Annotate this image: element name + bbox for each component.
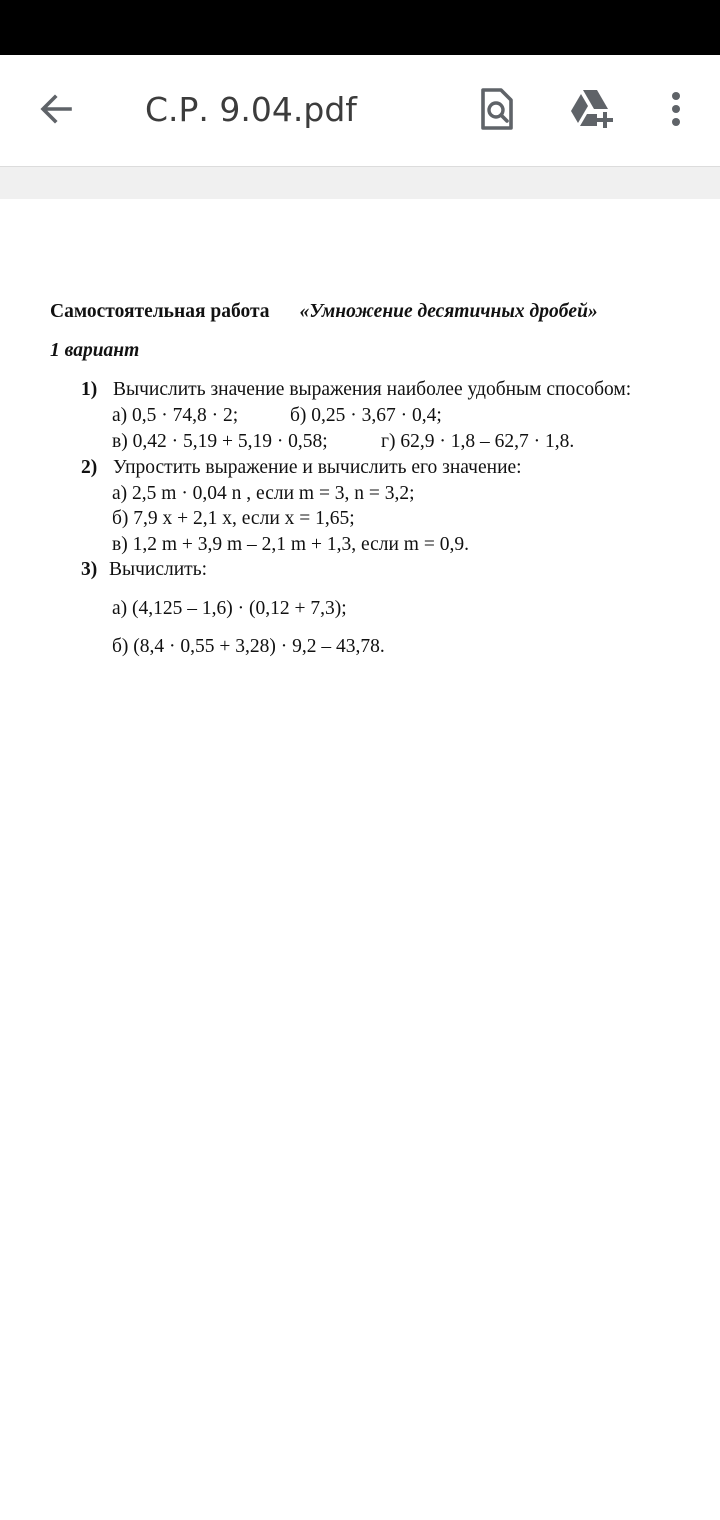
task3-text: Вычислить: [109, 559, 208, 580]
status-bar [0, 0, 720, 55]
add-to-drive-icon [568, 88, 616, 135]
back-button[interactable] [28, 83, 84, 139]
task3-b: б) (8,4 · 0,55 + 3,28) · 9,2 – 43,78. [112, 636, 385, 657]
task3-a: а) (4,125 – 1,6) · (0,12 + 7,3); [112, 598, 347, 619]
arrow-back-icon [36, 89, 76, 134]
find-in-page-icon [478, 87, 514, 136]
page-gap [0, 167, 720, 199]
find-in-page-button[interactable] [468, 83, 524, 139]
task1-g: г) 62,9 · 1,8 – 62,7 · 1,8. [381, 431, 575, 452]
app-bar [0, 55, 720, 167]
more-vertical-icon [670, 91, 682, 132]
task3-heading [81, 558, 207, 582]
task1-heading [81, 378, 631, 402]
task1-v: в) 0,42 · 5,19 + 5,19 · 0,58; [112, 431, 328, 452]
document-header [50, 300, 598, 324]
variant-label: 1 вариант [50, 340, 140, 361]
task2-a: а) 2,5 m · 0,04 n , если m = 3, n = 3,2; [112, 483, 415, 504]
task2-text: Упростить выражение и вычислить его значение: [113, 457, 522, 478]
header-topic: «Умножение десятичных дробей» [299, 301, 598, 322]
task2-v: в) 1,2 m + 3,9 m – 2,1 m + 1,3, если m = 0,9. [112, 534, 469, 555]
task1-text: Вычислить значение выражения наиболее удобным способом: [113, 379, 632, 400]
document-title: С.Р. 9.04.pdf [145, 90, 357, 129]
task1-b: б) 0,25 · 3,67 · 0,4; [290, 405, 442, 426]
task1-a: а) 0,5 · 74,8 · 2; [112, 405, 239, 426]
add-to-drive-button[interactable] [564, 83, 620, 139]
header-label: Самостоятельная работа [50, 301, 270, 322]
task3-number: 3) [81, 559, 98, 580]
task1-number: 1) [81, 379, 98, 400]
pdf-page [0, 199, 720, 1520]
task2-heading [81, 456, 522, 480]
task2-number: 2) [81, 457, 98, 478]
more-options-button[interactable] [648, 83, 704, 139]
task2-b: б) 7,9 x + 2,1 x, если x = 1,65; [112, 508, 355, 529]
